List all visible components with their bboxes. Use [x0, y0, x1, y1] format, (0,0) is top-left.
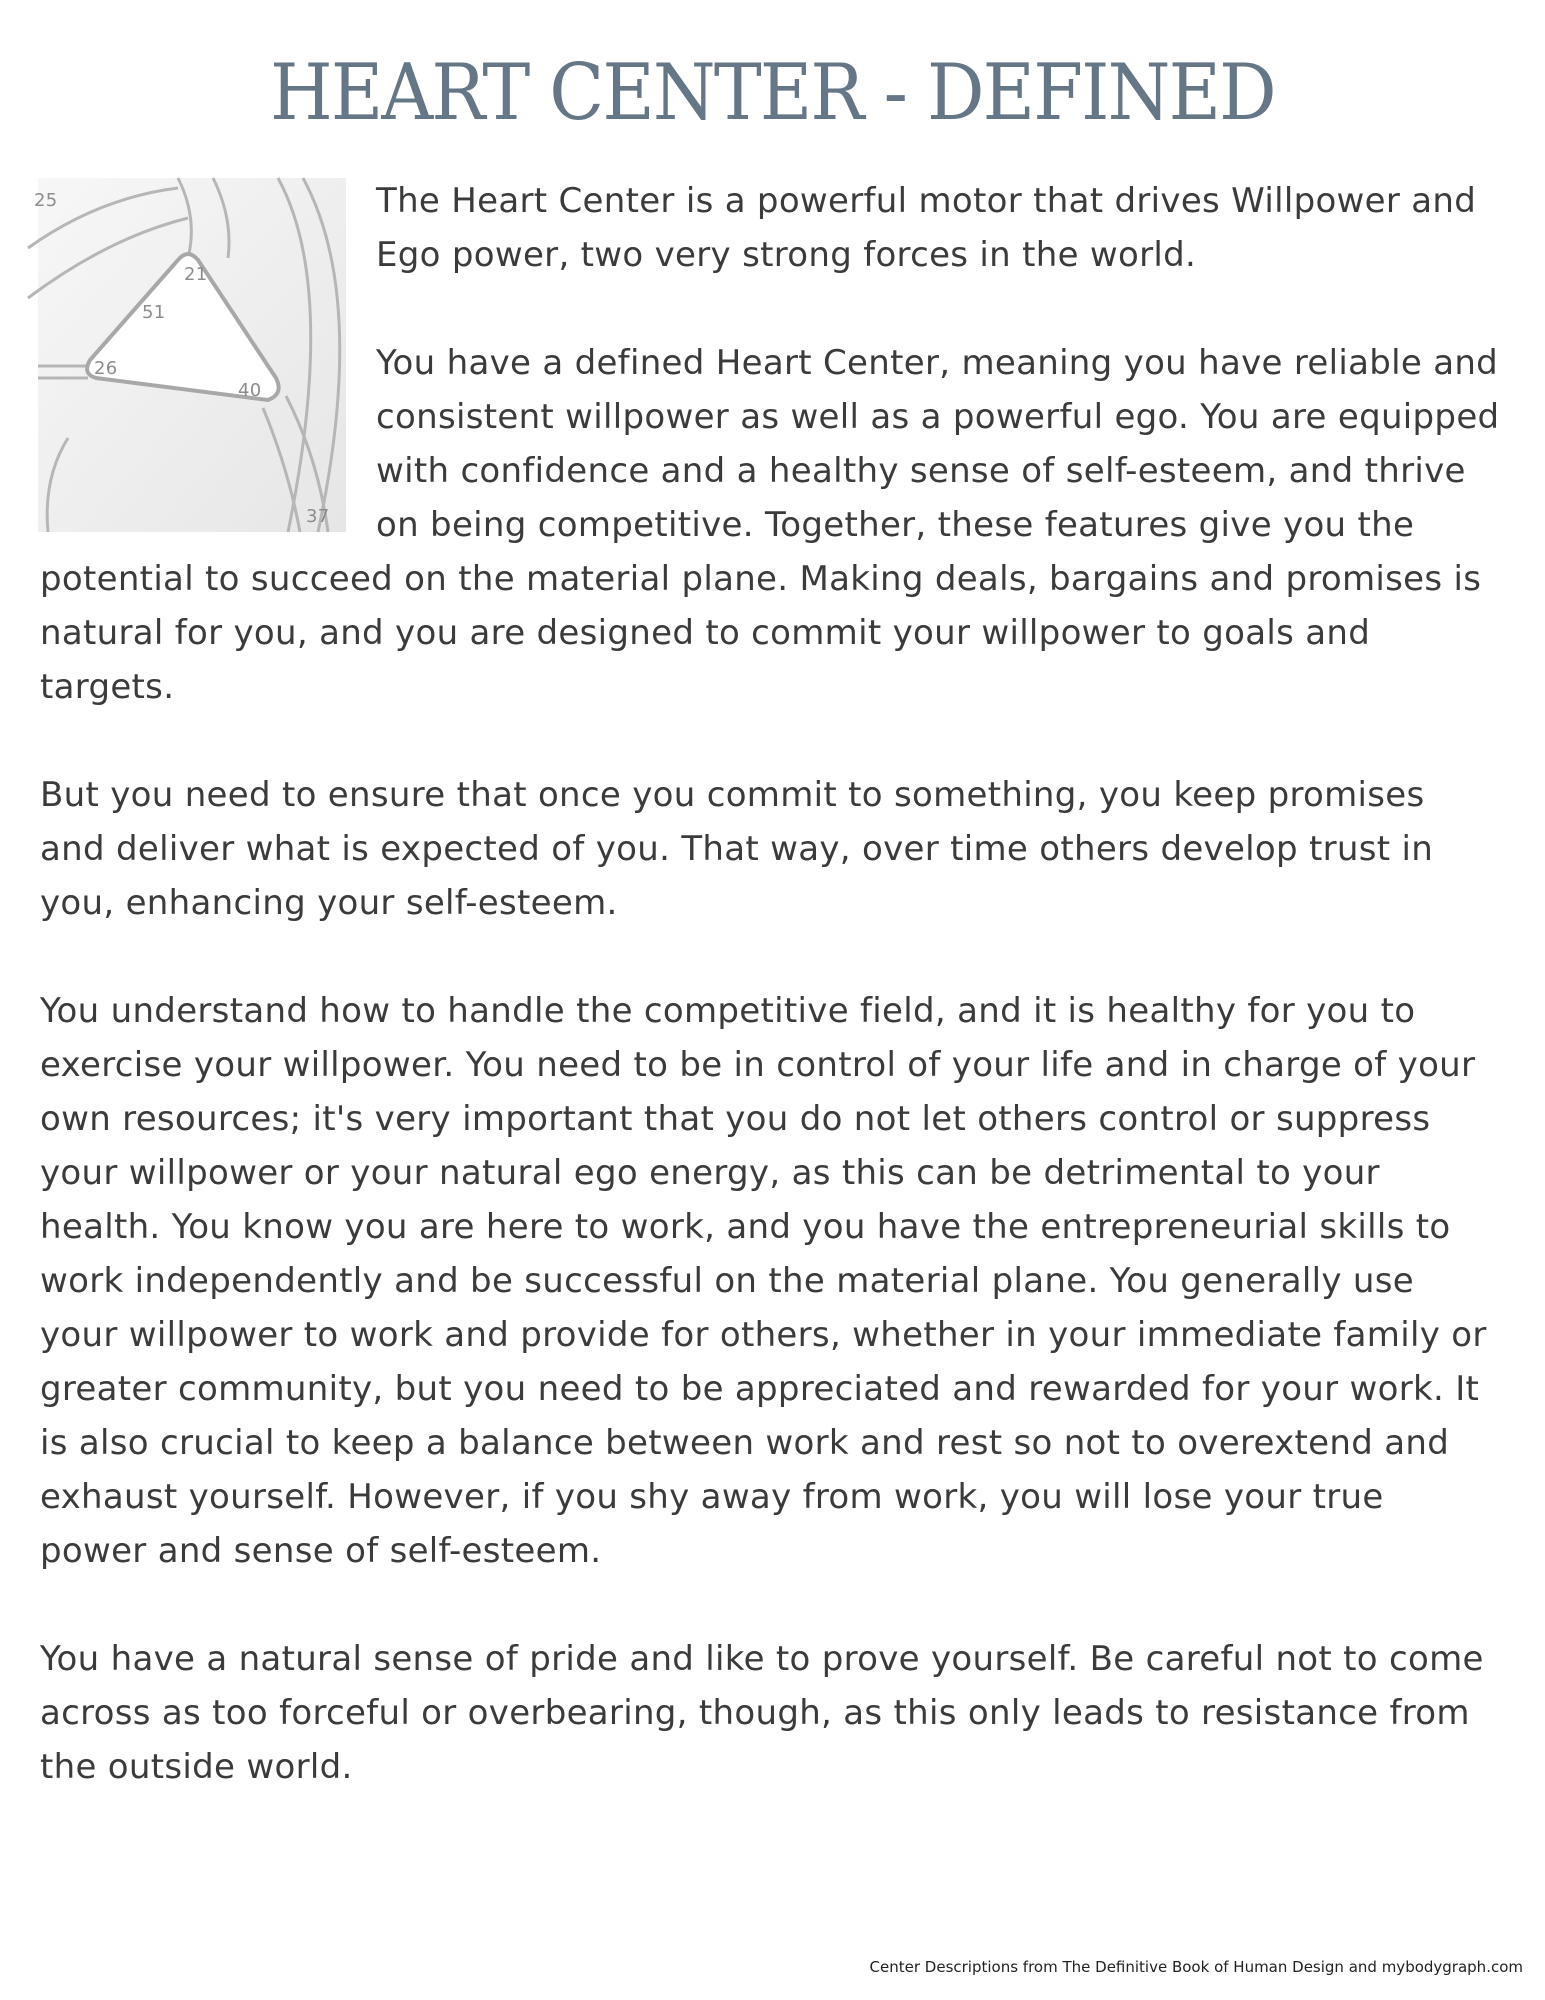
gate-label: 40 — [238, 380, 262, 401]
footer-credit: Center Descriptions from The Definitive Book of Human Design and mybodygraph.com — [869, 1958, 1523, 1976]
heart-center-diagram — [34, 178, 346, 532]
body-text — [34, 174, 1500, 1848]
paragraph: You understand how to handle the competitive field, and it is healthy for you to exercise your willpower. You need to be in control of your life and in charge of your own resources; it's very important that you do not let others control or suppress your willpower or your natural ego energy, as this can be detrimental to your health. You know you are here to work, and you have the entrepreneurial skills to work independently and be successful on the material plane. You generally use your willpower to work and provide for others, whether in your immediate family or greater community, but you need to be appreciated and rewarded for your work. It is also crucial to keep a balance between work and rest so not to overextend and exhaust yourself. However, if you shy away from work, you will lose your true power and sense of self-esteem. — [40, 991, 1487, 1571]
gate-label: 25 — [34, 190, 58, 211]
gate-label: 21 — [184, 264, 208, 285]
gate-label: 51 — [142, 302, 166, 323]
paragraph: You have a natural sense of pride and like to prove yourself. Be careful not to come across as too forceful or overbearing, though, as this only leads to resistance from the outside world. — [40, 1639, 1484, 1787]
paragraph: You have a defined Heart Center, meaning you have reliable and consistent willpower as well as a powerful ego. You are equipped with confidence and a healthy sense of self-esteem, and thrive on being competitive. Together, these features give you the potential to succeed on the material plane. Making deals, bargains and promises is natural for you, and you are designed to commit your willpower to goals and targets. — [40, 343, 1500, 707]
gate-label: 26 — [94, 358, 118, 379]
page-title: HEART CENTER - DEFINED — [270, 48, 1275, 138]
bodygraph-heart-illustration — [34, 178, 346, 532]
gate-label: 37 — [306, 506, 330, 527]
paragraph: But you need to ensure that once you commit to something, you keep promises and deliver what is expected of you. That way, over time others develop trust in you, enhancing your self-esteem. — [40, 775, 1434, 923]
paragraph-1-text: The Heart Center is a powerful motor that drives Willpower and Ego power, two very strong forces in the world. — [376, 181, 1477, 275]
